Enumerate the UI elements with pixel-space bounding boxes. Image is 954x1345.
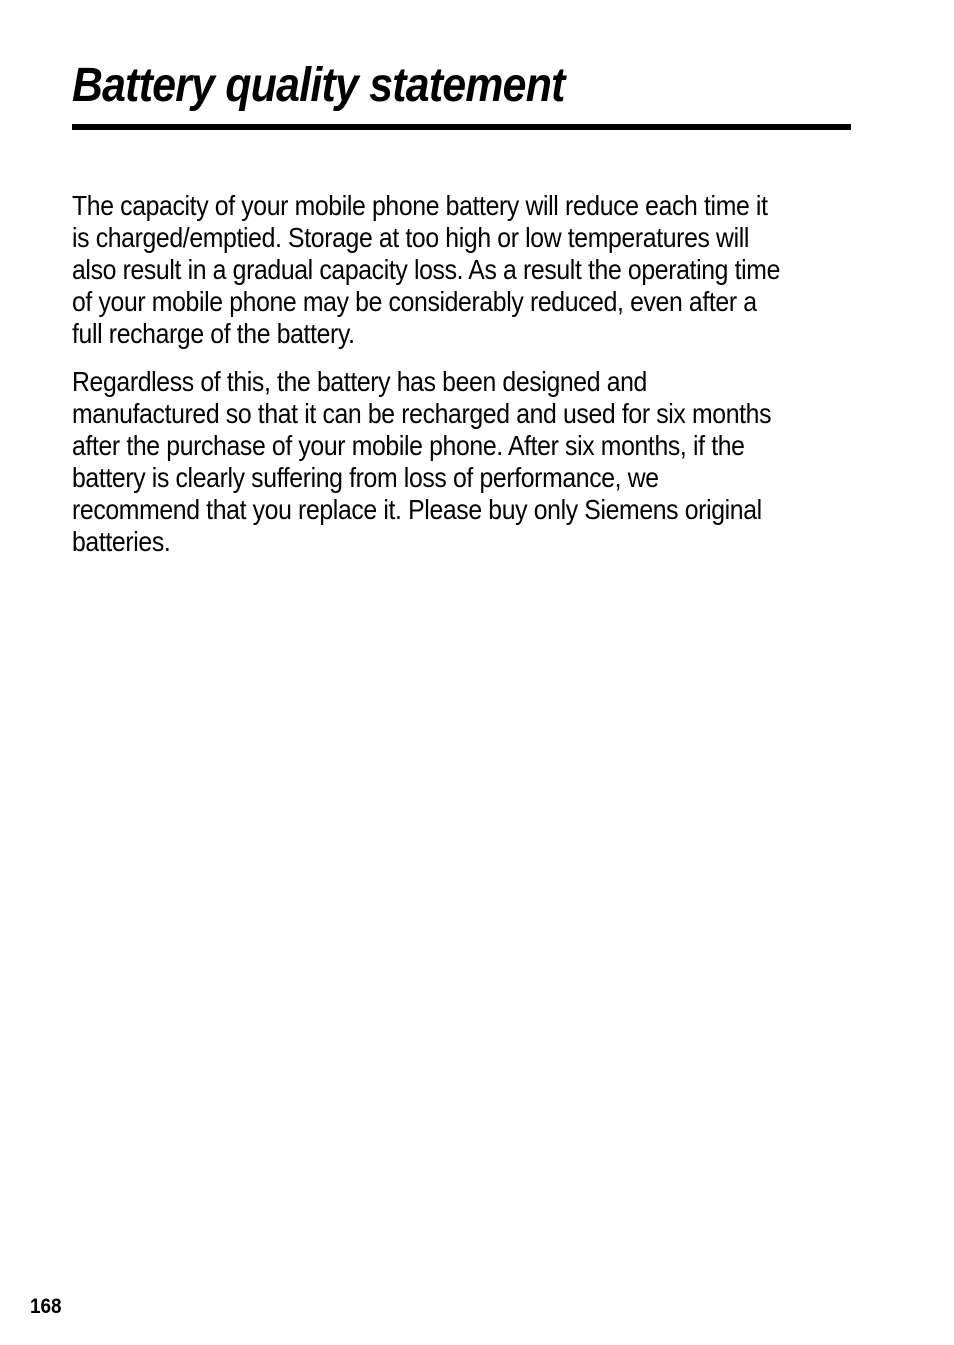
- paragraph-replacement: Regardless of this, the battery has been designed and manufactured so that it can be recharged and used for six months after the purchase of your mobile phone. After six months, if the battery is clearly suffering from loss of performance, we recommend that you replace it. Please buy only Siemens original batteries.: [72, 366, 772, 557]
- title-underline-rule: [72, 124, 851, 130]
- body-text: [72, 190, 842, 574]
- paragraph-capacity: The capacity of your mobile phone battery will reduce each time it is charged/emptied. Storage at too high or low temperatures will also result in a gradual capacity loss. As a result the operating time of your mobile phone may be considerably reduced, even after a full recharge of the battery.: [72, 190, 780, 349]
- page-number: 168: [30, 1295, 62, 1318]
- page-title: Battery quality statement: [72, 59, 565, 112]
